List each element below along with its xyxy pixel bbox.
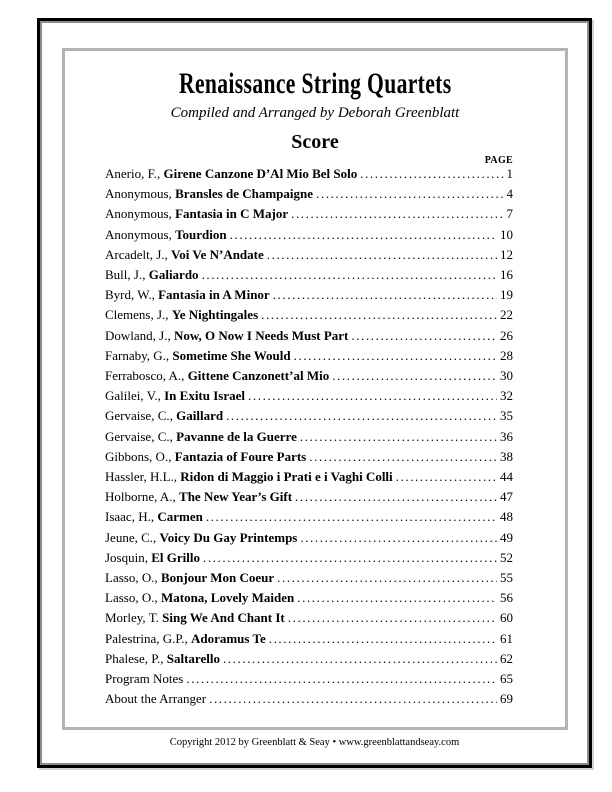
toc-entry <box>105 447 513 467</box>
toc-dot-leader <box>291 204 503 224</box>
toc-dot-leader <box>267 245 497 265</box>
title-block <box>65 67 565 153</box>
toc-dot-leader <box>300 427 497 447</box>
toc-entry-title: Voi Ve N’Andate <box>171 246 264 262</box>
toc-entry-page: 16 <box>500 267 513 283</box>
toc-entry-page: 35 <box>500 408 513 424</box>
toc-entry-label <box>105 386 245 406</box>
toc-entry-label <box>105 285 270 305</box>
toc-entry <box>105 568 513 588</box>
toc-entry-title: Galiardo <box>148 267 199 283</box>
toc-list <box>65 164 565 709</box>
toc-entry <box>105 427 513 447</box>
toc-dot-leader <box>351 326 497 346</box>
toc-dot-leader <box>230 225 497 245</box>
toc-entry-composer: Isaac, H., <box>105 509 158 525</box>
toc-entry-label <box>105 305 258 325</box>
toc-entry-page: 48 <box>500 509 513 525</box>
toc-entry-page: 32 <box>500 388 513 404</box>
toc-entry-title: Carmen <box>157 509 203 525</box>
toc-entry-composer: Gibbons, O., <box>105 448 175 464</box>
toc-entry-label <box>105 548 200 568</box>
toc-dot-leader <box>226 406 497 426</box>
toc-entry <box>105 406 513 426</box>
toc-entry-label <box>105 649 220 669</box>
toc-entry-composer: Byrd, W., <box>105 287 159 303</box>
toc-entry-label <box>105 184 313 204</box>
toc-entry-page: 61 <box>500 630 513 646</box>
toc-entry-composer: Gervaise, C., <box>105 428 177 444</box>
toc-entry <box>105 629 513 649</box>
toc-entry-composer: Ferrabosco, A., <box>105 368 188 384</box>
toc-dot-leader <box>295 487 497 507</box>
toc-dot-leader <box>269 629 497 649</box>
toc-entry-page: 44 <box>500 469 513 485</box>
toc-entry-title: Ye Nightingales <box>171 307 259 323</box>
document-title-text: Renaissance String Quartets <box>178 67 452 100</box>
toc-entry <box>105 608 513 628</box>
toc-entry-label <box>105 265 199 285</box>
section-heading: Score <box>291 131 339 153</box>
toc-entry-label <box>105 326 348 346</box>
toc-entry-page: 60 <box>500 610 513 626</box>
document-title <box>65 67 565 101</box>
toc-entry-title: Tourdion <box>175 226 227 242</box>
toc-entry <box>105 528 513 548</box>
toc-dot-leader <box>223 649 497 669</box>
toc-entry-page: 55 <box>500 570 513 586</box>
toc-entry-composer: Morley, T. <box>105 610 163 626</box>
toc-entry-label <box>105 204 288 224</box>
toc-entry-composer: Anonymous, <box>105 206 176 222</box>
toc-entry-title: El Grillo <box>151 549 200 565</box>
toc-entry-title: The New Year’s Gift <box>179 489 293 505</box>
toc-dot-leader <box>297 588 497 608</box>
toc-entry-composer: Anonymous, <box>105 226 176 242</box>
toc-dot-leader <box>300 528 497 548</box>
toc-entry-composer: Phalese, P., <box>105 650 167 666</box>
toc-entry-page: 7 <box>506 206 513 222</box>
toc-dot-leader <box>316 184 503 204</box>
toc-entry-label <box>105 406 223 426</box>
toc-entry-composer: Anonymous, <box>105 186 176 202</box>
toc-entry-label <box>105 608 285 628</box>
toc-entry-title: Ridon di Maggio i Prati e i Vaghi Colli <box>180 469 393 485</box>
toc-entry <box>105 346 513 366</box>
toc-entry-composer: Gervaise, C., <box>105 408 177 424</box>
toc-entry <box>105 305 513 325</box>
toc-entry-composer: Arcadelt, J., <box>105 246 172 262</box>
toc-dot-leader <box>396 467 497 487</box>
toc-entry-label <box>105 568 274 588</box>
toc-entry-title: Fantasia in A Minor <box>158 287 270 303</box>
footer-copyright: Copyright 2012 by Greenblatt & Seay • www.greenblattandseay.com <box>169 737 460 748</box>
toc-entry-label <box>105 528 297 548</box>
toc-entry-composer: Bull, J., <box>105 267 149 283</box>
toc-entry-composer: Clemens, J., <box>105 307 172 323</box>
toc-entry <box>105 649 513 669</box>
toc-entry-composer: Lasso, O., <box>105 570 161 586</box>
toc-entry-page: 65 <box>500 671 513 687</box>
toc-entry-page: 62 <box>500 650 513 666</box>
toc-entry <box>105 225 513 245</box>
toc-dot-leader <box>332 366 497 386</box>
toc-entry-title: Sing We And Chant It <box>162 610 285 626</box>
toc-entry-page: 26 <box>500 327 513 343</box>
toc-entry-page: 1 <box>506 166 513 181</box>
toc-entry <box>105 487 513 507</box>
toc-entry <box>105 164 513 184</box>
toc-entry-label <box>105 245 264 265</box>
toc-entry-composer: Holborne, A., <box>105 489 180 505</box>
toc-dot-leader <box>294 346 497 366</box>
toc-entry-label <box>105 588 294 608</box>
toc-entry <box>105 548 513 568</box>
document-subtitle: Compiled and Arranged by Deborah Greenblatt <box>170 105 460 121</box>
toc-entry-title: Voicy Du Gay Printemps <box>159 529 298 545</box>
toc-entry-title: Now, O Now I Needs Must Part <box>173 327 349 343</box>
toc-entry-composer: Dowland, J., <box>105 327 174 343</box>
toc-entry-page: 47 <box>500 489 513 505</box>
toc-dot-leader <box>360 164 503 184</box>
toc-entry-page: 19 <box>500 287 513 303</box>
toc-dot-leader <box>277 568 497 588</box>
toc-entry-label <box>105 346 291 366</box>
toc-entry-composer: Lasso, O., <box>105 590 161 606</box>
toc-entry-title: In Exitu Israel <box>164 388 246 404</box>
toc-dot-leader <box>248 386 497 406</box>
toc-entry-title: Bonjour Mon Coeur <box>160 570 275 586</box>
toc-entry-title: About the Arranger <box>105 691 207 707</box>
toc-entry-label <box>105 366 329 386</box>
toc-entry-label <box>105 669 183 689</box>
toc-entry-composer: Palestrina, G.P., <box>105 630 191 646</box>
toc-entry-label <box>105 225 227 245</box>
toc-entry <box>105 265 513 285</box>
toc-entry-page: 28 <box>500 347 513 363</box>
toc-entry <box>105 204 513 224</box>
toc-entry-composer: Farnaby, G., <box>105 347 173 363</box>
toc-entry-title: Fantasia in C Major <box>175 206 289 222</box>
toc-entry <box>105 669 513 689</box>
toc-entry-composer: Hassler, H.L., <box>105 469 181 485</box>
toc-entry-composer: Josquin, <box>105 549 152 565</box>
toc-entry-page: 52 <box>500 549 513 565</box>
toc-entry-label <box>105 507 203 527</box>
toc-entry <box>105 326 513 346</box>
toc-entry <box>105 467 513 487</box>
toc-entry <box>105 366 513 386</box>
toc-dot-leader <box>206 507 497 527</box>
toc-entry-label <box>105 629 266 649</box>
toc-entry-page: 22 <box>500 307 513 323</box>
toc-dot-leader <box>186 669 497 689</box>
toc-entry-composer: Anerio, F., <box>105 166 164 181</box>
toc-entry-page: 49 <box>500 529 513 545</box>
toc-entry-title: Sometime She Would <box>172 347 291 363</box>
toc-entry-page: 36 <box>500 428 513 444</box>
content-frame <box>62 48 568 730</box>
toc-entry-title: Adoramus Te <box>190 630 266 646</box>
toc-entry-page: 38 <box>500 448 513 464</box>
toc-dot-leader <box>273 285 497 305</box>
toc-entry-title: Bransles de Champaigne <box>175 186 314 202</box>
toc-entry-label <box>105 427 297 447</box>
toc-entry-title: Gittene Canzonett’al Mio <box>187 368 330 384</box>
toc-entry-title: Gaillard <box>176 408 224 424</box>
toc-entry-page: 10 <box>500 226 513 242</box>
toc-entry-title: Saltarello <box>166 650 220 666</box>
toc-entry <box>105 386 513 406</box>
toc-dot-leader <box>203 548 497 568</box>
toc-entry <box>105 285 513 305</box>
toc-dot-leader <box>261 305 497 325</box>
toc-entry <box>105 689 513 709</box>
toc-dot-leader <box>288 608 497 628</box>
toc-entry-title: Fantazia of Foure Parts <box>174 448 307 464</box>
toc-entry-composer: Galilei, V., <box>105 388 165 404</box>
toc-entry-label <box>105 487 292 507</box>
toc-entry-title: Matona, Lovely Maiden <box>160 590 295 606</box>
toc-entry-composer: Jeune, C., <box>105 529 160 545</box>
toc-entry-title: Program Notes <box>105 671 184 687</box>
toc-entry <box>105 184 513 204</box>
toc-entry-page: 4 <box>506 186 513 202</box>
toc-entry <box>105 588 513 608</box>
toc-entry <box>105 245 513 265</box>
toc-entry-label <box>105 467 393 487</box>
toc-dot-leader <box>209 689 497 709</box>
page-column-header: PAGE <box>484 155 513 166</box>
toc-entry-label <box>105 447 306 467</box>
toc-dot-leader <box>309 447 497 467</box>
toc-entry-label <box>105 164 357 184</box>
toc-entry-page: 69 <box>500 691 513 707</box>
toc-entry-page: 56 <box>500 590 513 606</box>
toc-entry-page: 30 <box>500 368 513 384</box>
toc-entry-label <box>105 689 206 709</box>
toc-entry <box>105 507 513 527</box>
toc-dot-leader <box>202 265 497 285</box>
toc-entry-title: Girene Canzone D’Al Mio Bel Solo <box>163 166 358 181</box>
toc-entry-page: 12 <box>500 246 513 262</box>
toc-entry-title: Pavanne de la Guerre <box>176 428 297 444</box>
